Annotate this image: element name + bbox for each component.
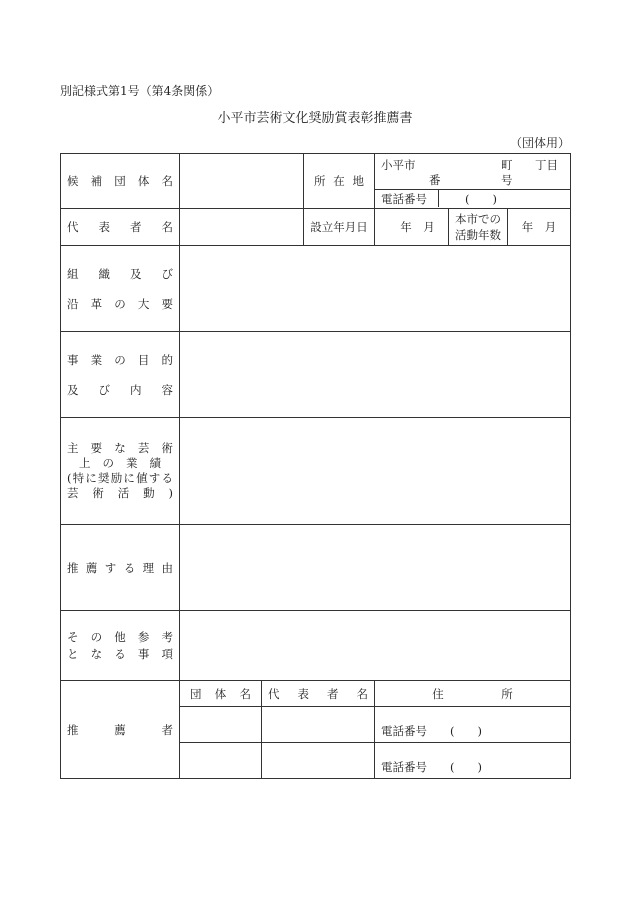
location-label: 所在地 [304,154,375,209]
other-line1: その他参考 [67,629,173,644]
recommender1-group-field[interactable] [180,707,262,743]
org-history-line1: 組織及び [67,266,173,281]
business-line1: 事業の目的 [67,352,173,367]
recommender-col-group: 団体名 [180,681,262,707]
recommender1-rep-field[interactable] [262,707,375,743]
address-town: 町 [501,158,513,172]
other-notes-field[interactable] [180,611,571,681]
representative-name-field[interactable] [180,209,304,246]
phone-parens: ( ) [465,192,497,206]
achievements-line3: (特に奨励に値する [67,471,173,485]
recommender1-address-field[interactable] [375,707,571,743]
address-chome: 丁目 [535,158,558,172]
address-go: 号 [501,173,513,187]
activity-years-line1: 本市での [455,212,501,226]
activity-years-value: 年 月 [521,220,557,234]
recommender1-phone: 電話番号 ( ) [381,724,482,738]
recommender2-phone: 電話番号 ( ) [381,760,482,774]
founded-label: 設立年月日 [304,209,375,246]
recommendation-form-table [60,153,571,779]
business-purpose-label [61,332,180,418]
phone-row [375,189,570,208]
org-history-field[interactable] [180,246,571,332]
form-number: 別記様式第1号（第4条関係） [60,84,220,98]
reason-field[interactable] [180,525,571,611]
achievements-line1: 主要な芸術 [67,441,173,455]
business-purpose-field[interactable] [180,332,571,418]
achievements-field[interactable] [180,418,571,525]
activity-years-label [449,209,508,246]
recommender2-address-field[interactable] [375,743,571,779]
phone-label: 電話番号 [381,192,427,206]
founded-value: 年 月 [400,220,435,234]
other-notes-label [61,611,180,681]
org-history-label [61,246,180,332]
form-category: （団体用） [509,136,570,150]
location-field[interactable] [375,154,571,209]
phone-divider [438,189,439,207]
achievements-line2: 上の業績 [79,456,161,470]
other-line2: となる事項 [67,646,173,661]
recommender-col-address: 住 所 [375,681,571,707]
activity-years-line2: 活動年数 [455,228,501,242]
business-line2: 及び内容 [67,382,173,397]
recommender2-group-field[interactable] [180,743,262,779]
candidate-group-name-field[interactable] [180,154,304,209]
org-history-line2: 沿革の大要 [67,296,173,311]
page-title: 小平市芸術文化奨励賞表彰推薦書 [217,111,413,126]
activity-years-field[interactable] [508,209,571,246]
recommender2-rep-field[interactable] [262,743,375,779]
achievements-label [61,418,180,525]
achievements-line4: 芸術活動) [67,486,173,500]
candidate-group-name-label: 候補団体名 [61,154,180,209]
founded-field[interactable] [375,209,449,246]
address-city: 小平市 [381,158,416,172]
recommender-col-representative: 代表者名 [262,681,375,707]
address-ban: 番 [429,173,441,187]
recommender-label: 推薦者 [61,681,180,779]
reason-label: 推薦する理由 [61,525,180,611]
representative-name-label: 代表者名 [61,209,180,246]
